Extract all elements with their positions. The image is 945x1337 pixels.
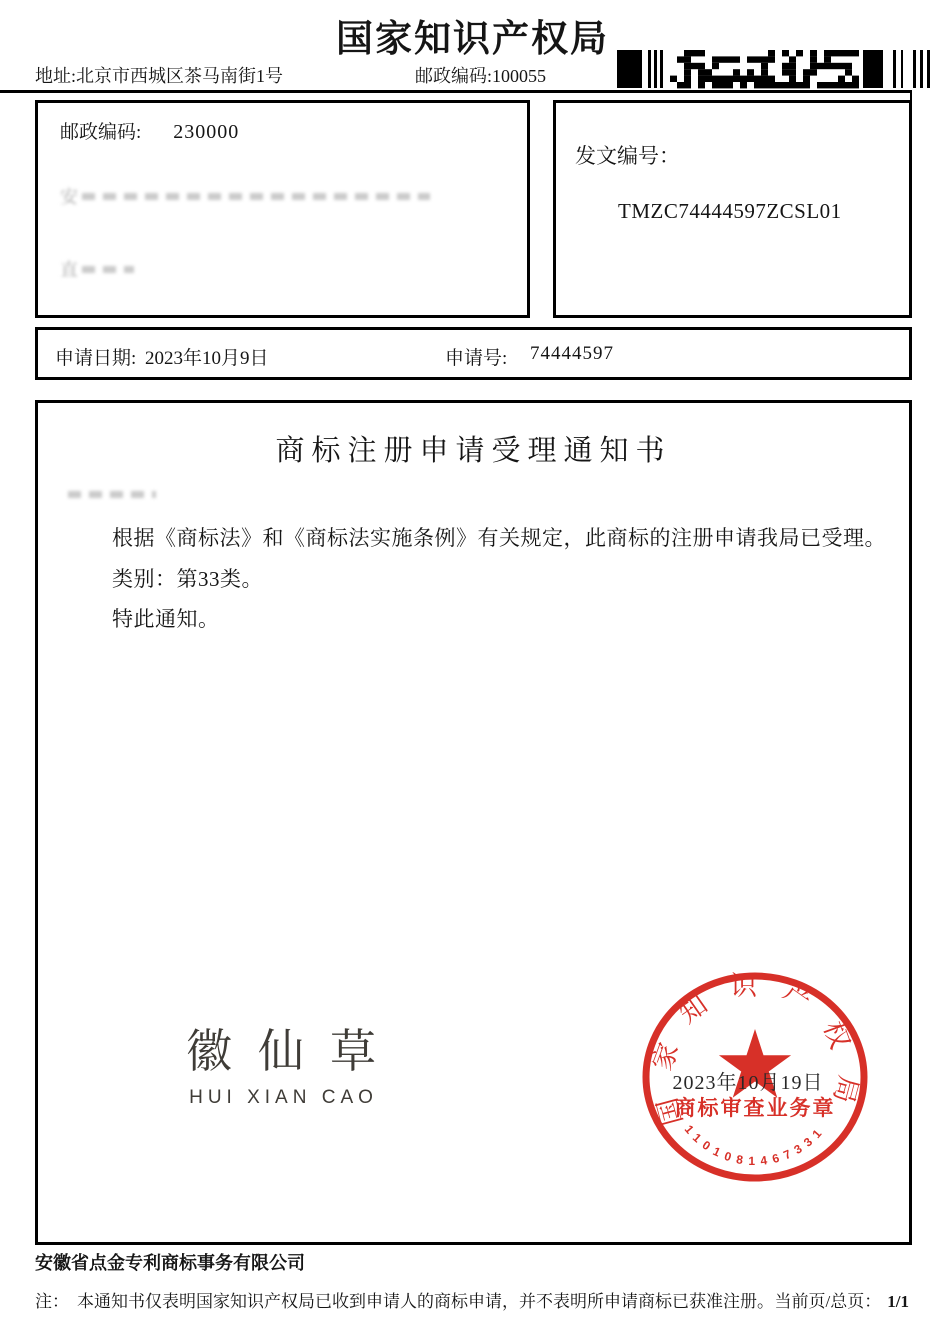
seal-date: 2023年10月19日	[672, 1072, 824, 1094]
agent-name: 安徽省点金专利商标事务有限公司	[35, 1253, 305, 1273]
doc-number-value: TMZC74444597ZCSL01	[618, 199, 842, 223]
application-bar	[35, 327, 912, 380]
trademark-chinese: 徽仙草	[186, 1026, 402, 1077]
application-date-value: 2023年10月9日	[145, 348, 269, 369]
page-indicator	[775, 1287, 909, 1312]
redacted-address-line	[60, 183, 430, 209]
notice-paragraph-3: 特此通知。	[112, 607, 220, 631]
recipient-box	[35, 100, 530, 318]
application-date-label: 申请日期:	[55, 348, 137, 369]
application-number-label: 申请号:	[445, 348, 508, 369]
notice-paragraph-2: 类别：第33类。	[112, 567, 263, 591]
notice-title: 商标注册申请受理通知书	[275, 435, 672, 467]
footer-note-text: 本通知书仅表明国家知识产权局已收到申请人的商标申请，并不表明所申请商标已获准注册。	[77, 1292, 774, 1311]
page-indicator-value: 1/1	[887, 1292, 909, 1311]
recipient-postal-line	[60, 117, 239, 144]
seal-caption: 商标审查业务章	[674, 1096, 836, 1120]
redacted-address-smudge	[82, 193, 430, 200]
barcode-icon	[617, 50, 935, 90]
trademark-latin: HUI XIAN CAO	[189, 1087, 378, 1108]
header-divider	[0, 90, 912, 93]
notice-box	[35, 400, 912, 1245]
page-title: 国家知识产权局	[336, 19, 609, 60]
recipient-postal-label: 邮政编码:	[60, 122, 142, 143]
application-number-value: 74444597	[530, 343, 614, 364]
redacted-recipient-smudge	[68, 491, 156, 498]
official-seal	[630, 955, 880, 1195]
redacted-address-hint: 安	[60, 187, 78, 207]
issuer-postal-code: 邮政编码:100055	[415, 66, 547, 86]
seal-serial: 1101081467331	[681, 1122, 829, 1169]
trademark-specimen	[166, 1015, 402, 1109]
doc-number-label: 发文编号：	[575, 144, 680, 168]
seal-ring-text: 国家知识产权局	[646, 970, 864, 1129]
page-indicator-label: 当前页/总页：	[774, 1292, 882, 1311]
header-divider-tick	[910, 90, 912, 100]
notice-paragraph-1: 根据《商标法》和《商标法实施条例》有关规定，此商标的注册申请我局已受理。	[112, 526, 886, 550]
footer-note-label: 注：	[35, 1292, 69, 1311]
footer-note	[35, 1287, 774, 1312]
redacted-name-hint: 直	[60, 260, 78, 280]
recipient-postal-value: 230000	[173, 121, 240, 143]
redacted-name-line	[60, 256, 134, 282]
doc-number-box	[553, 100, 912, 318]
issuer-address: 地址:北京市西城区茶马南街1号	[35, 66, 283, 86]
redacted-name-smudge	[82, 266, 134, 273]
